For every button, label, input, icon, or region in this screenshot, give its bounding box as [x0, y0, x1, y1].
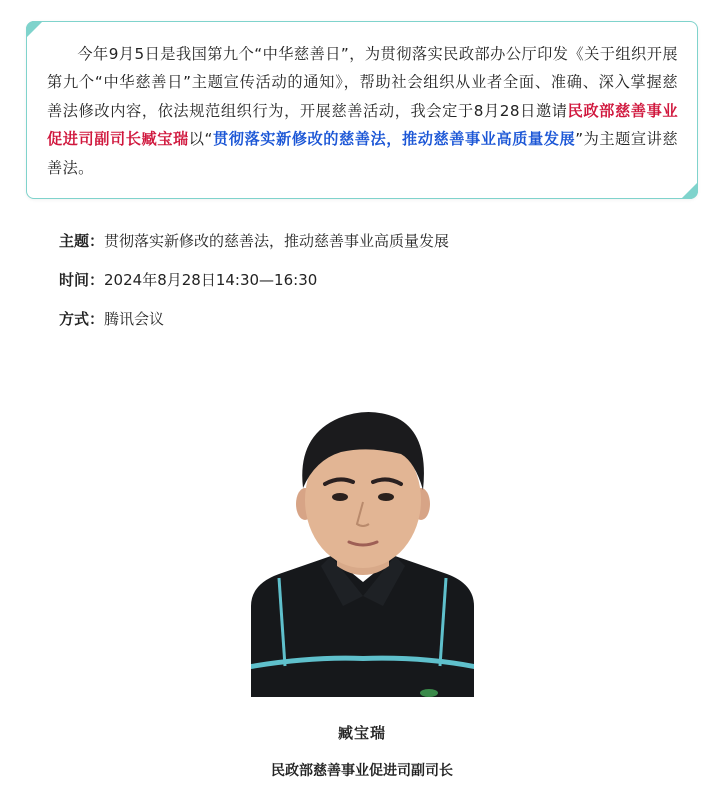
time-label: 时间： [59, 271, 105, 289]
intro-text-part2: 以“ [188, 130, 213, 149]
intro-box [26, 21, 698, 199]
speaker-title: 民政部慈善事业促进司副司长 [271, 763, 453, 779]
intro-text-part3: ”为主题宣讲慈善法。 [47, 130, 679, 177]
topic-highlight: 贯彻落实新修改的慈善法，推动慈善事业高质量发展 [212, 130, 576, 149]
mode-value: 腾讯会议 [104, 310, 165, 328]
speaker-highlight: 民政部慈善事业促进司副司长臧宝瑞 [47, 101, 678, 149]
speaker-name: 臧宝瑞 [337, 724, 386, 742]
mode-label: 方式： [59, 310, 105, 328]
topic-label: 主题： [59, 232, 105, 250]
time-line [59, 269, 317, 291]
topic-line [59, 230, 449, 252]
intro-text-part1: 今年9月5日是我国第九个“中华慈善日”，为贯彻落实民政部办公厅印发《关于组织开展第九个“中华慈善日”主题宣传活动的通知》，帮助社会组织从业者全面、准确、深入掌握慈善法修改内容，依法规范组织行为，开展慈善活动，我会定于8月28日邀请 [47, 45, 678, 120]
topic-value: 贯彻落实新修改的慈善法，推动慈善事业高质量发展 [104, 232, 450, 250]
intro-paragraph [47, 40, 678, 182]
time-value: 2024年8月28日14:30—16:30 [104, 271, 318, 289]
mode-line [59, 308, 164, 330]
corner-decoration-top-left [26, 21, 43, 38]
portrait-illustration [251, 406, 474, 697]
corner-decoration-bottom-right [681, 182, 698, 199]
speaker-portrait [251, 406, 474, 697]
